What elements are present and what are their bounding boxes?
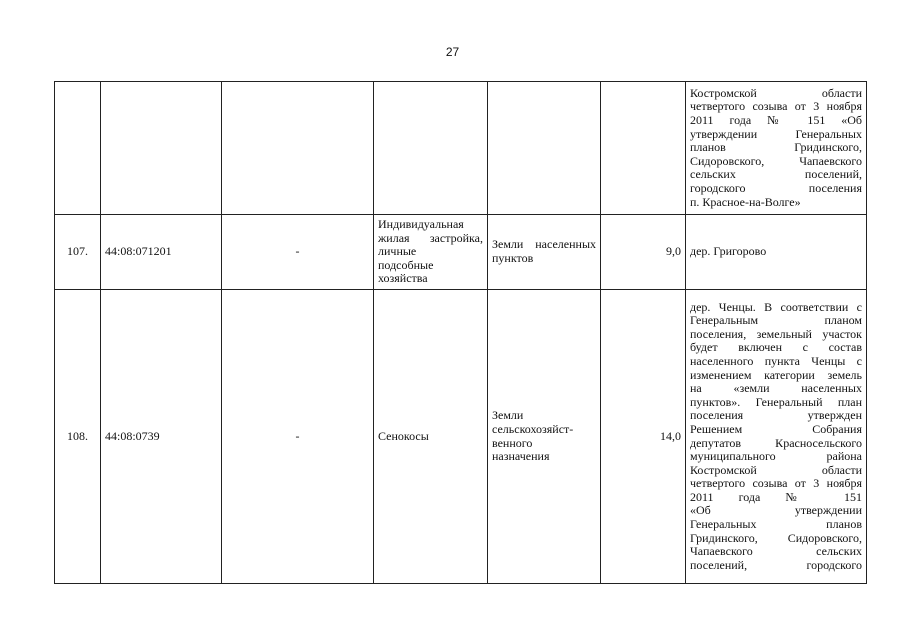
land-category-line: назначения [492, 449, 550, 464]
cadastral-number-cell: 44:08:0739 [101, 290, 222, 584]
note-line: пунктов». Генеральный план [690, 394, 862, 409]
area-cell [601, 82, 686, 215]
land-use-line: подсобные [378, 257, 434, 272]
note-cell [686, 82, 867, 215]
note-line: Костромской области [690, 462, 862, 477]
note-line: Сидоровского, Чапаевского [690, 153, 862, 168]
row-number-cell: 107. [55, 215, 101, 290]
note-line: Костромской области [690, 85, 862, 100]
table-row [55, 215, 867, 290]
note-line: Генеральным планом [690, 313, 862, 328]
land-use-line: хозяйства [378, 271, 428, 286]
land-use-cell [374, 82, 488, 215]
note-line: п. Красное-на-Волге» [690, 194, 801, 209]
note-line: 2011 года № 151 [690, 489, 862, 504]
note-line: на «земли населенных [690, 381, 862, 396]
dash-cell: - [222, 215, 374, 290]
note-line: планов Гридинского, [690, 140, 862, 155]
row-number-cell [55, 82, 101, 215]
note-line: поселения утвержден [690, 408, 862, 423]
note-line: четвертого созыва от 3 ноября [690, 476, 862, 491]
land-use-line: Индивидуальная [378, 217, 464, 232]
land-use-cell [374, 215, 488, 290]
land-category-line: пунктов [492, 251, 534, 265]
land-plots-table [54, 81, 867, 584]
note-line: четвертого созыва от 3 ноября [690, 99, 862, 114]
note-line: населенного пункта Ченцы с [690, 353, 862, 368]
row-number-cell: 108. [55, 290, 101, 584]
cadastral-number-cell [101, 82, 222, 215]
note-line: 2011 года № 151 «Об [690, 113, 862, 128]
note-line: депутатов Красносельского [690, 435, 862, 450]
land-category-line: венного [492, 435, 533, 450]
note-line: утверждении Генеральных [690, 126, 862, 141]
cadastral-number-cell: 44:08:071201 [101, 215, 222, 290]
land-category-cell [488, 290, 601, 584]
land-category-cell [488, 82, 601, 215]
page-number: 27 [445, 45, 460, 59]
note-line: Решением Собрания [690, 421, 862, 436]
land-use-line: личные [378, 244, 417, 259]
note-line: Гридинского, Сидоровского, [690, 530, 862, 545]
note-cell: дер. Григорово [686, 215, 867, 290]
note-cell [686, 290, 867, 584]
dash-cell [222, 82, 374, 215]
land-use-cell: Сенокосы [374, 290, 488, 584]
land-category-line: сельскохозяйст- [492, 421, 574, 436]
note-line: будет включен с состав [690, 340, 862, 355]
note-line: Генеральных планов [690, 517, 862, 532]
area-cell: 9,0 [601, 215, 686, 290]
note-line: изменением категории земель [690, 367, 862, 382]
note-line: сельских поселений, [690, 167, 862, 182]
note-line: Чапаевского сельских [690, 544, 862, 559]
note-line: поселений, городского [690, 557, 862, 572]
land-category-line: Земли населенных [492, 237, 596, 252]
dash-cell: - [222, 290, 374, 584]
land-category-cell [488, 215, 601, 290]
note-line: дер. Ченцы. В соответствии с [690, 299, 862, 314]
land-use-line: жилая застройка, [378, 230, 483, 245]
land-category-line: Земли [492, 408, 524, 423]
note-line: поселения, земельный участок [690, 326, 862, 341]
table-row [55, 290, 867, 584]
note-line: муниципального района [690, 449, 862, 464]
note-line: городского поселения [690, 180, 862, 195]
table-row [55, 82, 867, 215]
note-line: «Об утверждении [690, 503, 862, 518]
area-cell: 14,0 [601, 290, 686, 584]
